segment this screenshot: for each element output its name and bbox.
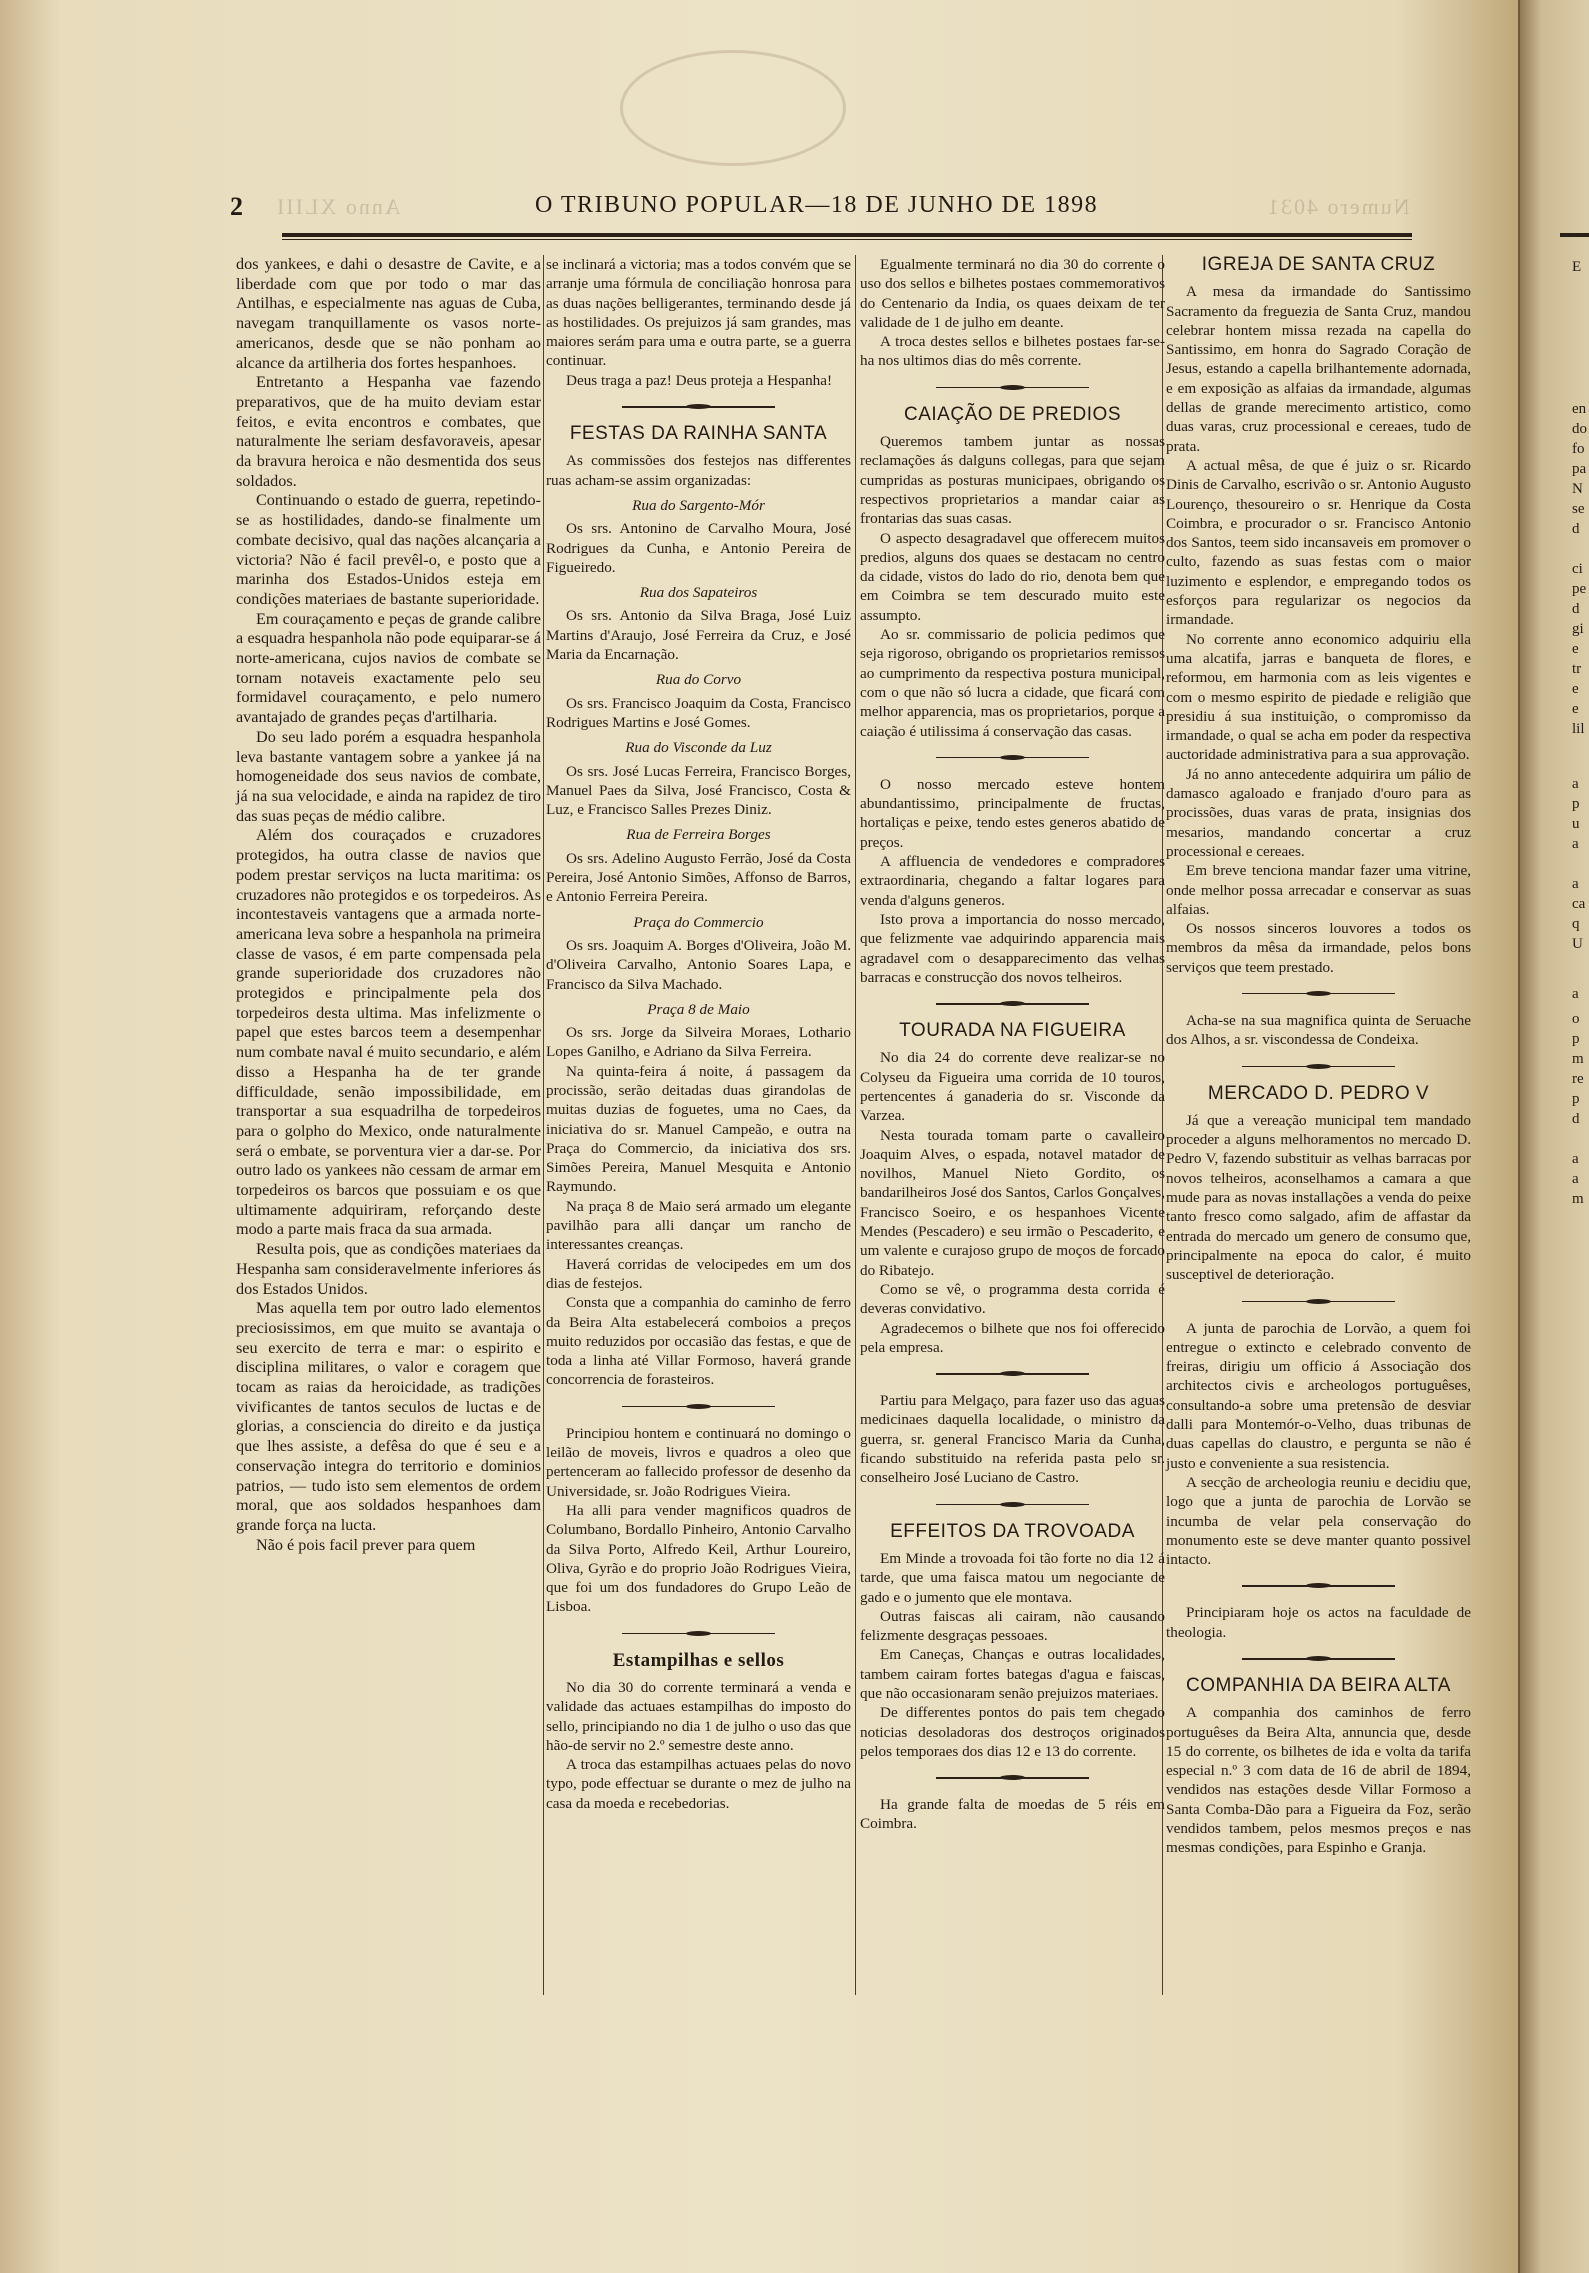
article-paragraph: Na quinta-feira á noite, á passagem da procissão, serão deitadas duas girandolas de muitas duzias de foguetes, uma no Caes, da iniciativa do sr. Manuel Campeão, e outra na Praça do Commercio, da iniciativa dos srs. Simões Pereira, Manuel Mesquita e Antonio Raymundo. — [546, 1062, 851, 1196]
article-paragraph: A mesa da irmandade do Santissimo Sacramento da freguezia de Santa Cruz, mandou celebrar hontem missa rezada na capella do Santissimo, em honra do Sagrado Coração de Jesus, estando a capella brilhantemente adornada, e em exposição as alfaias da irmandade, algumas dellas de grande merecimento artistico, como duas varas, cruz processional e cereaes, tudo de prata. — [1166, 283, 1471, 455]
article-paragraph: A actual mêsa, de que é juiz o sr. Ricardo Dinis de Carvalho, escrivão o sr. Antonio Augusto Lourenço, thesoureiro o sr. Henrique da Costa Coimbra, e procurador o sr. Francisco Antonio dos Santos, teem sido incansaveis em promover o culto, fazendo as suas festas com o maior luzimento e esplendor, e empregando todos os esforços para regularizar os negocios da irmandade. — [1166, 456, 1471, 629]
edge-fragment: pe — [1572, 581, 1587, 597]
separator — [1166, 1299, 1471, 1305]
article-paragraph: Egualmente terminará no dia 30 do corrente o uso dos sellos e bilhetes postaes commemorativos do Centenario da India, os quaes deixam de ter validade de 1 de julho em deante. — [860, 256, 1165, 331]
article-paragraph: Resulta pois, que as condições materiaes da Hespanha sam consideravelmente inferiores ás dos Estados Unidos. — [236, 1240, 541, 1298]
edge-fragment: lil — [1572, 721, 1585, 737]
header-rule — [282, 233, 1412, 237]
article-paragraph: Já que a vereação municipal tem mandado proceder a alguns melhoramentos no mercado D. Pedro V, fazendo substituir as velhas barracas por novos telheiros, aconselhamos a camara a que mude para as novas installações a venda do peixe tanto fresco como salgado, afim de affastar da entrada do mercado um genero de consumo que, principalmente na epoca do calor, é muito susceptivel de deterioração. — [1166, 1111, 1471, 1284]
article-paragraph: Continuando o estado de guerra, repetindo-se as hostilidades, dando-se finalmente um combate decisivo, qual das nações alcançaria a victoria? Não é facil prevêl-o, e posto que a marinha dos Estados-Unidos esteja em condições materiaes de bastante superioridade. — [236, 491, 541, 608]
edge-fragment: ca — [1572, 896, 1586, 912]
article-paragraph: As commissões dos festejos nas differentes ruas acham-se assim organizadas: — [546, 452, 851, 489]
article-paragraph: Os srs. José Lucas Ferreira, Francisco Borges, Manuel Paes da Silva, José Francisco, Costa & Luz, e Francisco Salles Prezes Diniz. — [546, 762, 851, 819]
edge-fragment: d — [1572, 1111, 1580, 1127]
article-paragraph: Os srs. Jorge da Silveira Moraes, Lothario Lopes Ganilho, e Adriano da Silva Ferreira. — [546, 1024, 851, 1061]
separator — [1166, 1064, 1471, 1070]
page-header — [230, 188, 1410, 228]
separator — [860, 1502, 1165, 1508]
edge-fragment: U — [1572, 936, 1583, 952]
article-paragraph: Os srs. Joaquim A. Borges d'Oliveira, João M. d'Oliveira Carvalho, Antonio Soares Lapa, e Francisco da Silva Machado. — [546, 936, 851, 993]
edge-fragment: a — [1572, 1171, 1579, 1187]
article-paragraph: A troca destes sellos e bilhetes postaes far-se-ha nos ultimos dias do mês corrente. — [860, 333, 1165, 370]
article-paragraph: Mas aquella tem por outro lado elementos preciosissimos, em que muito se avantaja o seu exercito de terra e mar: o espirito e disciplina militares, o valor e coragem que tocam as raias da heroicidade, as tradições vivificantes de tantos seculos de luctas e de glorias, a consciencia do direito e da justiça que lhes assiste, a defêsa do que é seu e a conservação integra do territorio e dominios patrios, — tudo isto sem elementos de ordem moral, que aos soldados hespanhoes dam grande força na lucta. — [236, 1299, 541, 1534]
article-paragraph: se inclinará a victoria; mas a todos convém que se arranje uma fórmula de conciliação honrosa para as duas nações belligerantes, terminando desde já as hostilidades. Os prejuizos já sam grandes, mas maiores serám para uma e outra parte, se a guerra continuar. — [546, 256, 851, 370]
article-paragraph: A secção de archeologia reuniu e decidiu que, logo que a junta de parochia de Lorvão se incumba de velar pela conservação do monumento este se deve manter quanto possivel intacto. — [1166, 1473, 1471, 1569]
article-paragraph: O aspecto desagradavel que offerecem muitos predios, alguns dos quaes se destacam no centro da cidade, vistos do lado do rio, denota bem que em Coimbra se tem descurado muito este assumpto. — [860, 529, 1165, 624]
edge-fragment: tr — [1572, 661, 1582, 677]
separator — [860, 385, 1165, 391]
street-name: Praça do Commercio — [633, 913, 764, 931]
section-title: Estampilhas e sellos — [612, 1649, 785, 1671]
article-paragraph: Além dos couraçados e cruzadores protegidos, ha outra classe de navios que podem prestar serviços na lucta maritima: os cruzadores não protegidos e os torpedeiros. As incontestaveis vantagens que a armada norte-americana leva sobre a hespanhola na primeira classe de vasos, é em parte compensada pela grande superioridade dos cruzadores não protegidos e principalmente pela dos torpedeiros desta ultima. Mas infelizmente o papel que estes barcos teem a desempenhar num combate naval é muito secundario, e além disso a Hespanha ha de ter grande difficuldade, senão impossibilidade, em transportar a sua esquadrilha de torpedeiros para o golpho do Mexico, onde naturalmente será o embate, se porventura vier a dar-se. Por outro lado os yankees não cessam de armar em torpedeiros os barcos que possuiam e os que ultimamente adquiriram, reforçando deste modo a parte mais fraca da sua armada. — [236, 826, 541, 1239]
article-paragraph: Em Minde a trovoada foi tão forte no dia 12 á tarde, que uma faisca matou um negociante de gado e o jumento que ele montava. — [860, 1549, 1165, 1606]
street-name: Rua dos Sapateiros — [639, 584, 758, 602]
separator — [860, 755, 1165, 761]
article-paragraph: Ha alli para vender magnificos quadros de Columbano, Bordallo Pinheiro, Antonio Carvalho da Silva Porto, Alfredo Keil, Arthur Loureiro, Oliva, Gyrão e do proprio João Rodrigues Vieira, que foi um dos fundadores do Grupo Leão de Lisboa. — [546, 1501, 851, 1616]
page-number: 2 — [230, 192, 243, 221]
article-paragraph: Ha grande falta de moedas de 5 réis em Coimbra. — [860, 1796, 1165, 1833]
article-paragraph: Do seu lado porém a esquadra hespanhola leva bastante vantagem sobre a yankee já na homogeneidade dos seus navios de combate, já na sua velocidade, e ainda na rapidez de tiro das suas peças de médio calibre. — [236, 727, 541, 825]
separator — [860, 1775, 1165, 1781]
separator — [1166, 1583, 1471, 1589]
article-paragraph: Como se vê, o programma desta corrida é deveras convidativo. — [860, 1280, 1165, 1318]
article-paragraph: O nosso mercado esteve hontem abundantissimo, principalmente de fructas, hortaliças e peixe, tendo estes generos abatido de preços. — [860, 775, 1165, 851]
article-paragraph: Os srs. Antonino de Carvalho Moura, José Rodrigues da Cunha, e Antonio Pereira de Figueiredo. — [546, 520, 851, 576]
article-paragraph: Entretanto a Hespanha vae fazendo preparativos, que de ha muito deviam estar feitos, e evita encontros e combates, que naturalmente lhe seriam desfavoraveis, apesar da bravura heroica e não desmentida dos seus soldados. — [236, 373, 541, 490]
library-stamp — [620, 50, 846, 166]
article-paragraph: A junta de parochia de Lorvão, a quem foi entregue o extincto e celebrado convento de freiras, dirigiu um officio á Associação dos architectos civis e archeologos portuguêses, consultando-a sobre uma pretensão de desviar dalli para Montemór-o-Velho, duas tribunas de duas capellas do claustro, e pergunta se não é justo e conveniente a sua resistencia. — [1166, 1319, 1471, 1472]
section-title: CAIAÇÃO DE PREDIOS — [904, 403, 1121, 425]
edge-fragment: q — [1572, 916, 1580, 932]
article-paragraph: A affluencia de vendedores e compradores extraordinaria, chegando a faltar logares para venda d'alguns generos. — [860, 853, 1165, 909]
edge-fragment: se — [1572, 501, 1585, 517]
street-name: Rua do Sargento-Mór — [632, 496, 765, 514]
edge-fragment: a — [1572, 836, 1579, 852]
article-paragraph: Em breve tenciona mandar fazer uma vitrine, onde melhor possa arrecadar e conservar as suas alfaias. — [1166, 862, 1471, 918]
header-rule-thin — [282, 239, 1412, 240]
article-paragraph: Na praça 8 de Maio será armado um elegante pavilhão para alli dançar um rancho de interessantes creanças. — [546, 1197, 851, 1254]
article-paragraph: A troca das estampilhas actuaes pelas do novo typo, pode effectuar se durante o mez de julho na casa da moeda e recebedorias. — [546, 1756, 851, 1812]
section-title: MERCADO D. PEDRO V — [1207, 1082, 1430, 1104]
article-paragraph: Em couraçamento e peças de grande calibre a esquadra hespanhola não pode equiparar-se á norte-americana, cujos navios de combate se tornam notaveis exactamente pelo seu formidavel couraçamento, e pelo numero avantajado de grandes peças d'artilharia. — [236, 609, 541, 727]
article-paragraph: Partiu para Melgaço, para fazer uso das aguas medicinaes daquella localidade, o ministro da guerra, sr. general Francisco Maria da Cunha, ficando substituido na referida pasta pelo sr. conselheiro José Luciano de Castro. — [860, 1392, 1165, 1487]
article-paragraph: Haverá corridas de velocipedes em um dos dias de festejos. — [546, 1255, 851, 1292]
edge-fragment: en — [1572, 401, 1587, 417]
separator — [546, 1631, 851, 1637]
edge-fragment: pa — [1572, 461, 1587, 477]
edge-fragment: e — [1572, 681, 1579, 697]
separator — [546, 1404, 851, 1410]
section-title: EFFEITOS DA TROVOADA — [890, 1520, 1135, 1542]
article-paragraph: Consta que a companhia do caminho de ferro da Beira Alta estabelecerá comboios a preços muito reduzidos por occasião das festas, e que de toda a linha até Villar Formoso, haverá grande concorrencia de forasteiros. — [546, 1294, 851, 1389]
edge-fragment: ci — [1572, 561, 1583, 577]
edge-fragment: do — [1572, 421, 1587, 437]
edge-fragment: re — [1572, 1071, 1584, 1087]
column-4 — [1166, 255, 1471, 1858]
article-paragraph: Agradecemos o bilhete que nos foi offerecido pela empresa. — [860, 1319, 1165, 1356]
column-3 — [860, 255, 1165, 1834]
edge-fragment: p — [1572, 1031, 1580, 1047]
edge-fragment: a — [1572, 1151, 1579, 1167]
edge-fragment: d — [1572, 521, 1580, 537]
article-paragraph: Em Caneças, Chanças e outras localidades, tambem cairam fortes bategas d'agua e faiscas, que não occasionaram senão prejuizos materiaes. — [860, 1646, 1165, 1702]
separator — [546, 404, 851, 410]
separator — [1166, 1656, 1471, 1662]
separator — [860, 1001, 1165, 1007]
section-title: COMPANHIA DA BEIRA ALTA — [1186, 1675, 1451, 1696]
section-title: FESTAS DA RAINHA SANTA — [569, 423, 828, 445]
article-paragraph: A companhia dos caminhos de ferro portuguêses da Beira Alta, annuncia que, desde 15 do corrente, os bilhetes de ida e volta da tarifa especial n.º 3 com data de 16 de abril de 1894, vendidos nas estações desde Villar Formoso a Santa Comba-Dão para a Figueira da Foz, serão vendidos tambem, pelos mesmos preços e nas mesmas condições, para Espinho e Granja. — [1166, 1704, 1471, 1857]
edge-fragment: d — [1572, 601, 1580, 617]
article-paragraph: Os srs. Antonio da Silva Braga, José Luiz Martins d'Araujo, José Ferreira da Cruz, e José Maria da Encarnação. — [546, 607, 851, 664]
edge-fragment: e — [1572, 701, 1579, 717]
article-paragraph: De differentes pontos do pais tem chegado noticias desoladoras dos destroços originados pelos temporaes dos dias 12 e 13 do corrente. — [860, 1704, 1165, 1760]
bleedthrough-left: Anno XLIII — [275, 194, 401, 219]
edge-fragment: N — [1572, 481, 1583, 497]
edge-fragment: m — [1572, 1191, 1584, 1207]
masthead: O TRIBUNO POPULAR—18 DE JUNHO DE 1898 — [535, 192, 1099, 218]
article-paragraph: No corrente anno economico adquiriu ella uma alcatifa, jarras e banqueta de flores, e reformou, em harmonia com as leis vigentes e com o mesmo espirito de piedade e religião que presidiu á sua instituição, o compromisso da irmandade, o qual se acha em poder da respectiva auctoridade administrativa para a sua approvação. — [1166, 630, 1471, 764]
edge-fragment: u — [1572, 816, 1580, 832]
separator — [1166, 991, 1471, 997]
column-divider — [855, 255, 856, 1995]
edge-fragment: p — [1572, 1091, 1580, 1107]
edge-fragment: e — [1572, 641, 1579, 657]
article-paragraph: Os nossos sinceros louvores a todos os membros da mêsa da irmandade, pelos bons serviços que teem prestado. — [1166, 920, 1471, 976]
edge-fragment: gi — [1572, 621, 1584, 637]
next-page-rule — [1560, 233, 1589, 237]
article-paragraph: Nesta tourada tomam parte o cavalleiro Joaquim Alves, o espada, notavel matador de novilhos, Manuel Nieto Gordito, os bandarilheiros José dos Santos, Carlos Gonçalves, Francisco Soeiro, e os hespanhoes Vicente Mendes (Pescadero) e seu irmão o Pescaderito, e um valente e curajoso grupo de moços de forcado do Ribatejo. — [860, 1126, 1165, 1279]
edge-fragment: E — [1572, 259, 1582, 275]
edge-fragment: m — [1572, 1051, 1584, 1067]
article-paragraph: No dia 30 do corrente terminará a venda e validade das actuaes estampilhas do imposto do sello, principiando no dia 1 de julho o uso das que hão-de servir no 2.º semestre deste anno. — [546, 1679, 851, 1754]
bleedthrough-right: Numero 4031 — [1266, 194, 1410, 219]
article-paragraph: Não é pois facil prever para quem — [256, 1535, 476, 1554]
article-paragraph: Os srs. Francisco Joaquim da Costa, Francisco Rodrigues Martins e José Gomes. — [546, 694, 851, 731]
column-divider — [543, 255, 544, 1995]
article-paragraph: Deus traga a paz! Deus proteja a Hespanha! — [566, 371, 833, 389]
edge-fragment: a — [1572, 776, 1579, 792]
article-paragraph: Acha-se na sua magnifica quinta de Seruache dos Alhos, a sr. viscondessa de Condeixa. — [1166, 1011, 1471, 1049]
article-paragraph: No dia 24 do corrente deve realizar-se no Colyseu da Figueira uma corrida de 10 touros, pertencentes á ganaderia do sr. Visconde da Varzea. — [860, 1049, 1165, 1125]
street-name: Rua de Ferreira Borges — [626, 826, 771, 844]
street-name: Rua do Visconde da Luz — [625, 739, 772, 757]
column-2 — [546, 255, 851, 1813]
edge-fragment: a — [1572, 986, 1579, 1002]
article-paragraph: Queremos tambem juntar as nossas reclamações ás dalguns collegas, para que sejam cumpridas as posturas municipaes, obrigando os respectivos proprietarios a mandar caiar as frontarias das suas casas. — [860, 433, 1165, 528]
edge-fragment: fo — [1572, 441, 1585, 457]
section-title: IGREJA DE SANTA CRUZ — [1201, 254, 1436, 275]
separator — [860, 1371, 1165, 1377]
article-paragraph: dos yankees, e dahi o desastre de Cavite, e a liberdade com que por todo o mar das Antilhas, e especialmente nas aguas de Cuba, navegam tranquillamente os vasos norte-americanos, desde que se não ponham ao alcance da artilheria dos fortes hespanhoes. — [236, 255, 541, 372]
edge-fragment: a — [1572, 876, 1579, 892]
article-paragraph: Os srs. Adelino Augusto Ferrão, José da Costa Pereira, José Antonio Simões, Affonso de Barros, e Antonio Ferreira Pereira. — [546, 849, 851, 906]
street-name: Rua do Corvo — [655, 671, 742, 689]
article-paragraph: Ao sr. commissario de policia pedimos que seja rigoroso, obrigando os proprietarios remissos ao cumprimento da respectiva postura municipal, com o que não só lucra a cidade, que ficará com melhor apparencia, mas os proprietarios, porque a caiação é utilissima á conservação das casas. — [860, 626, 1165, 740]
edge-fragment: o — [1572, 1011, 1580, 1027]
section-title: TOURADA NA FIGUEIRA — [899, 1020, 1126, 1042]
article-paragraph: Outras faiscas ali cairam, não causando felizmente desgraças pessoaes. — [860, 1607, 1165, 1645]
article-paragraph: Isto prova a importancia do nosso mercado, que felizmente vae adquirindo apparencia mais agradavel com o desapparecimento das velhas barracas e construcção dos novos telheiros. — [860, 910, 1165, 986]
street-name: Praça 8 de Maio — [647, 1000, 750, 1018]
next-page-edge — [1518, 0, 1589, 2273]
column-1 — [236, 255, 541, 1555]
article-paragraph: Já no anno antecedente adquirira um pálio de damasco agaloado e franjado d'ouro para as procissões, duas varas de prata, insignias dos mesarios, mandando concertar a cruz processional e cereaes. — [1166, 765, 1471, 860]
article-paragraph: Principiaram hoje os actos na faculdade de theologia. — [1166, 1604, 1471, 1641]
article-paragraph: Principiou hontem e continuará no domingo o leilão de moveis, livros e quadros a oleo que pertenceram ao fallecido professor de desenho da Universidade, sr. João Rodrigues Vieira. — [546, 1424, 851, 1500]
edge-fragment: p — [1572, 796, 1580, 812]
